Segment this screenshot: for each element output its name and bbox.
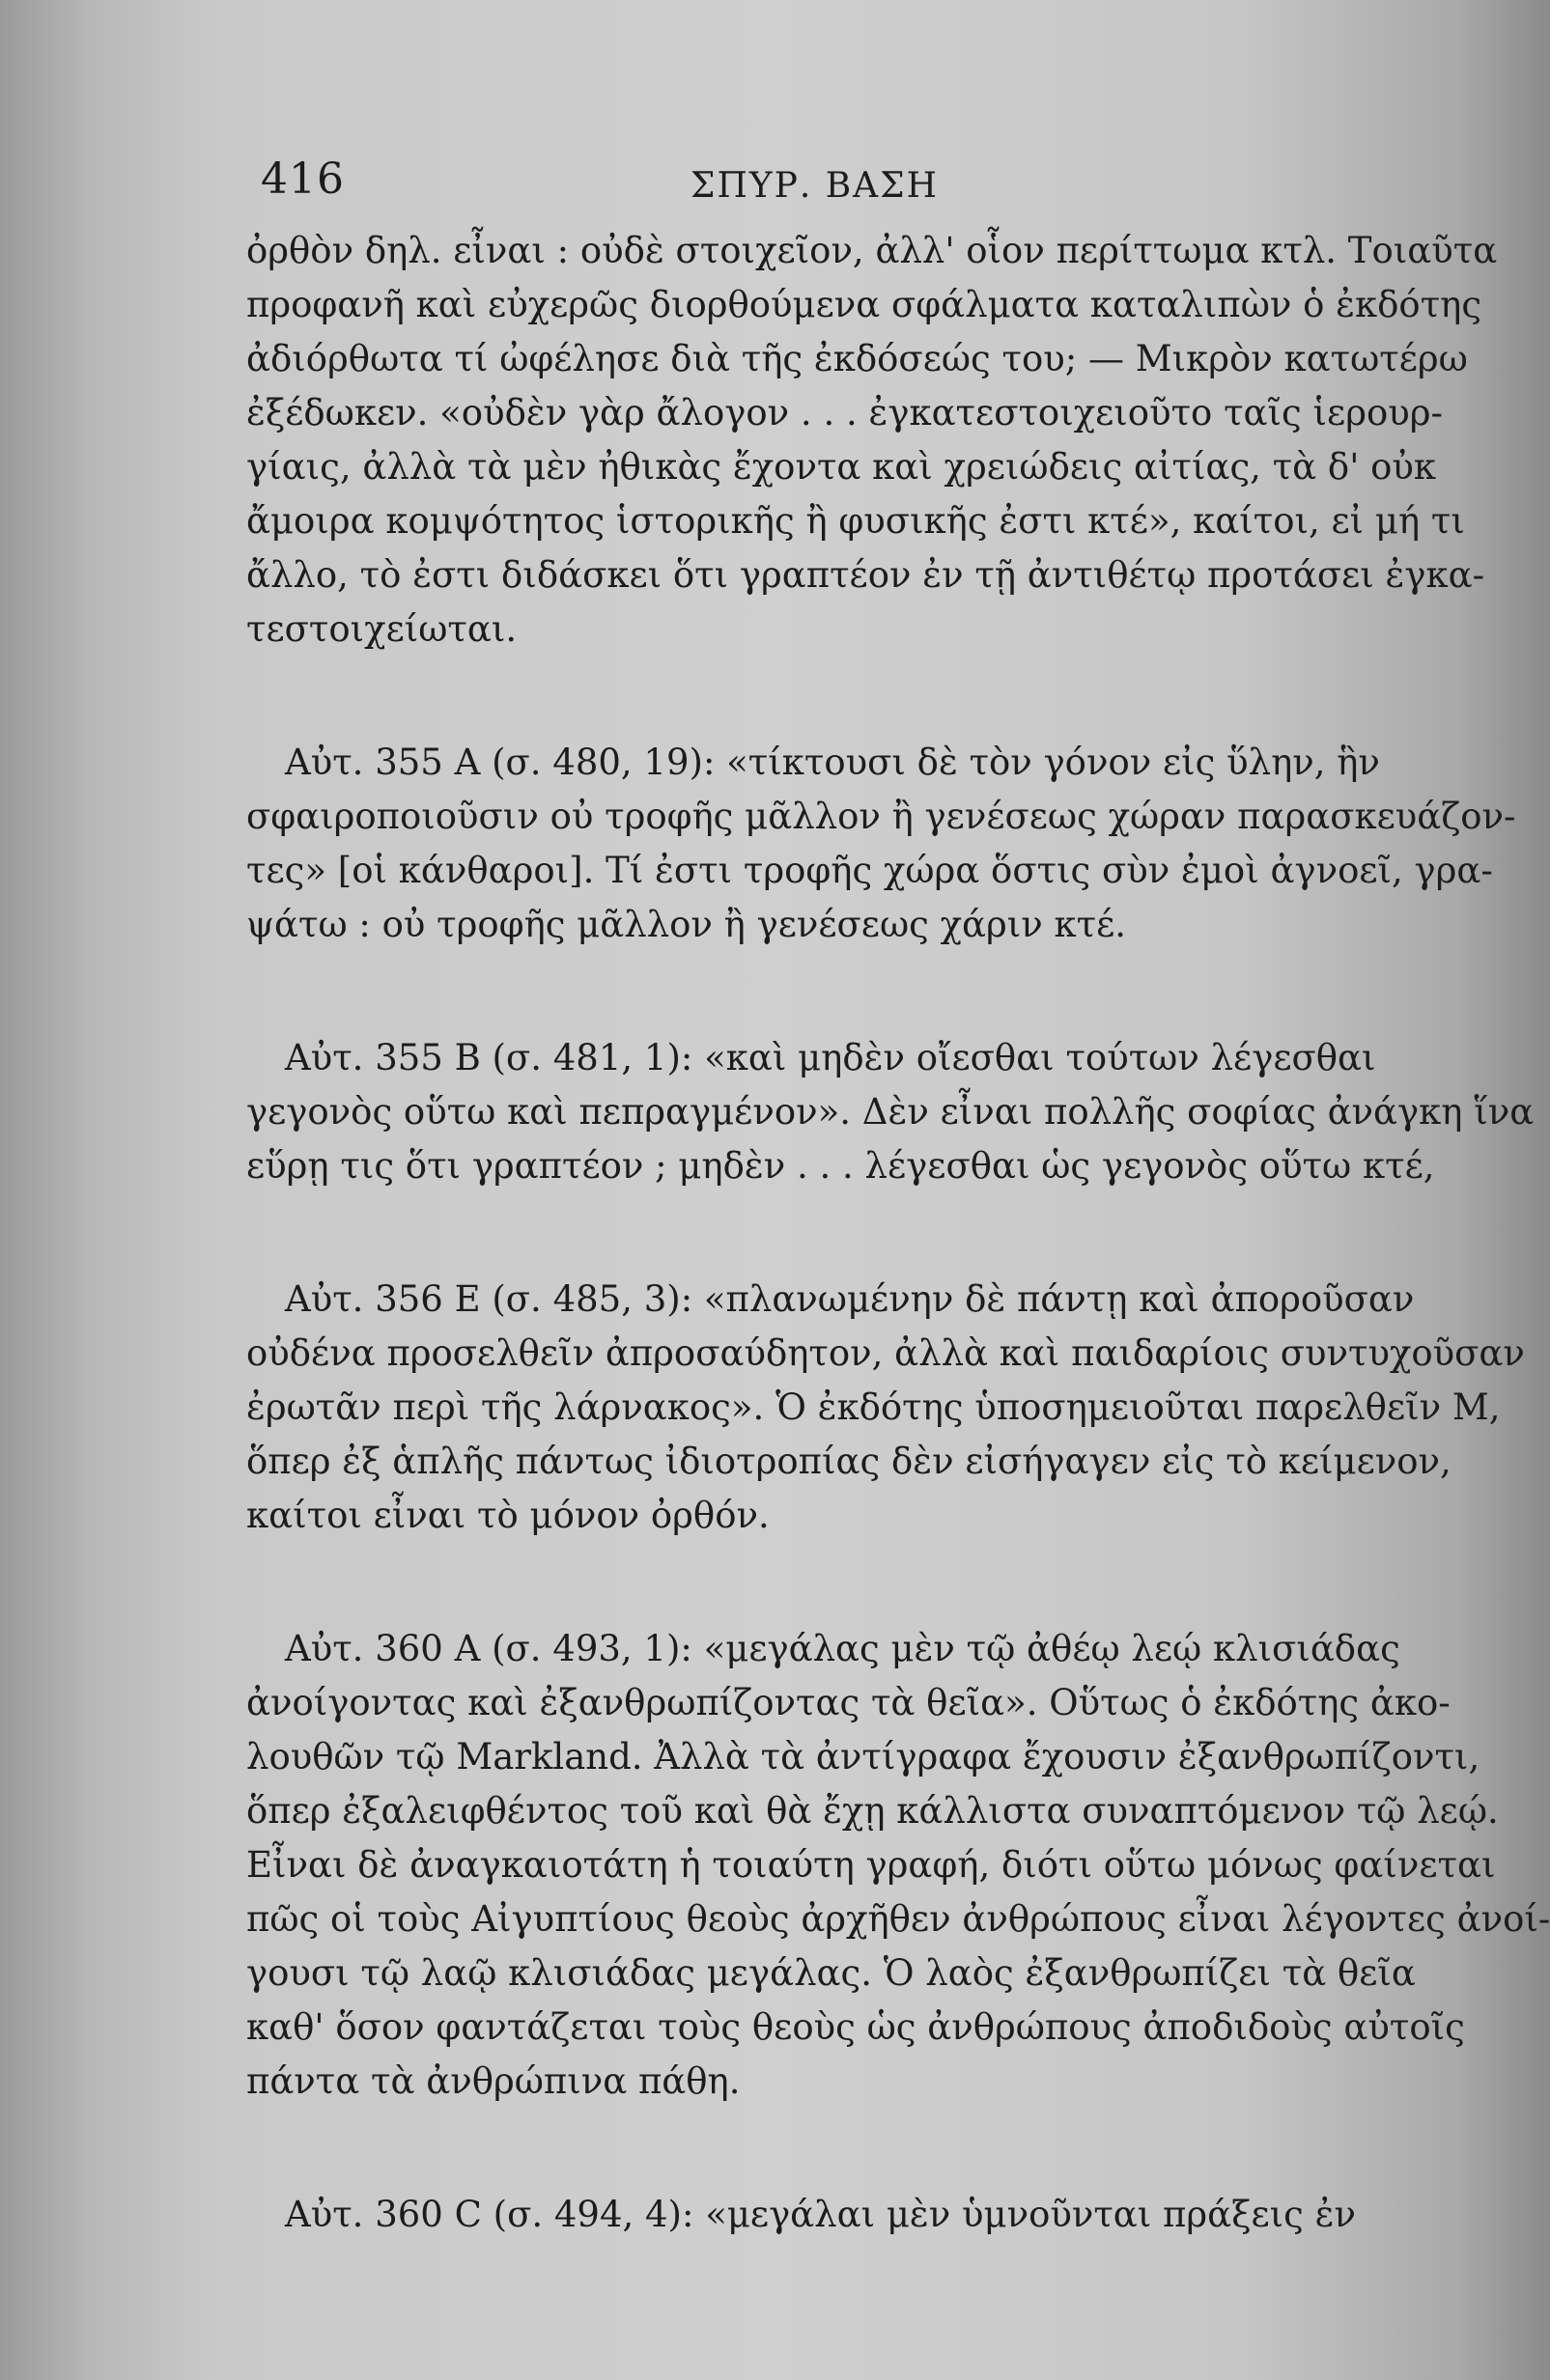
text-line: πάντα τὰ ἀνθρώπινα πάθη. [246, 2060, 741, 2102]
text-line: Αὐτ. 355 B (σ. 481, 1): «καὶ μηδὲν οἴεσθαι τούτων λέγεσθαι [285, 1037, 1376, 1078]
paragraph-2 [246, 736, 1516, 952]
paragraph-4 [246, 1273, 1525, 1543]
running-head: ΣΠΥΡ. ΒΑΣΗ [690, 166, 940, 206]
text-line: σφαιροποιοῦσιν οὐ τροφῆς μᾶλλον ἢ γενέσεως χώραν παρασκευάζον- [246, 796, 1516, 837]
text-line: Αὐτ. 355 A (σ. 480, 19): «τίκτουσι δὲ τὸν γόνον εἰς ὕλην, ἣν [285, 742, 1380, 783]
text-line: ψάτω : οὐ τροφῆς μᾶλλον ἢ γενέσεως χάριν κτέ. [246, 904, 1127, 945]
text-line: τες» [οἱ κάνθαροι]. Τί ἐστι τροφῆς χώρα ὅστις σὺν ἐμοὶ ἀγνοεῖ, γρα- [246, 850, 1493, 891]
text-line: ἀνοίγοντας καὶ ἐξανθρωπίζοντας τὰ θεῖα». Οὕτως ὁ ἐκδότης ἀκο- [246, 1682, 1451, 1723]
page-header [251, 154, 1367, 222]
text-line: ὅπερ ἐξαλειφθέντος τοῦ καὶ θὰ ἔχῃ κάλλιστα συναπτόμενον τῷ λεῴ. [246, 1790, 1499, 1832]
paragraph-5 [246, 1622, 1550, 2109]
paragraph-6 [246, 2188, 1410, 2242]
paragraph-3 [246, 1031, 1535, 1193]
text-line: γεγονὸς οὕτω καὶ πεπραγμένον». Δὲν εἶναι πολλῆς σοφίας ἀνάγκη ἵνα [246, 1091, 1535, 1133]
page-number: 416 [261, 154, 345, 204]
text-line: τεστοιχείωται. [246, 608, 518, 650]
text-line: Αὐτ. 356 E (σ. 485, 3): «πλανωμένην δὲ πάντῃ καὶ ἀποροῦσαν [285, 1278, 1415, 1320]
paragraph-gap [246, 952, 1410, 1031]
text-line: ὀρθὸν δηλ. εἶναι : οὐδὲ στοιχεῖον, ἀλλ' οἷον περίττωμα κτλ. Τοιαῦτα [246, 230, 1498, 271]
text-line: πῶς οἱ τοὺς Αἰγυπτίους θεοὺς ἀρχῆθεν ἀνθρώπους εἶναι λέγοντες ἀνοί- [246, 1898, 1550, 1940]
paragraph-gap [246, 657, 1410, 736]
text-line: ὅπερ ἐξ ἁπλῆς πάντως ἰδιοτροπίας δὲν εἰσήγαγεν εἰς τὸ κείμενον, [246, 1441, 1451, 1482]
text-line: ἄλλο, τὸ ἐστι διδάσκει ὅτι γραπτέον ἐν τῇ ἀντιθέτῳ προτάσει ἐγκα- [246, 554, 1485, 596]
text-line: καθ' ὅσον φαντάζεται τοὺς θεοὺς ὡς ἀνθρώπους ἀποδιδοὺς αὐτοῖς [246, 2006, 1465, 2048]
text-line: Αὐτ. 360 A (σ. 493, 1): «μεγάλας μὲν τῷ ἀθέῳ λεῴ κλισιάδας [285, 1628, 1400, 1669]
text-line: Εἶναι δὲ ἀναγκαιοτάτη ἡ τοιαύτη γραφή, διότι οὕτω μόνως φαίνεται [246, 1844, 1496, 1886]
text-line: γίαις, ἀλλὰ τὰ μὲν ἠθικὰς ἔχοντα καὶ χρειώδεις αἰτίας, τὰ δ' οὐκ [246, 446, 1437, 488]
paragraph-gap [246, 1543, 1410, 1622]
page-body [246, 224, 1550, 2242]
text-line: ἀδιόρθωτα τί ὠφέλησε διὰ τῆς ἐκδόσεώς του; — Μικρὸν κατωτέρω [246, 338, 1468, 379]
text-line: εὕρῃ τις ὅτι γραπτέον ; μηδὲν . . . λέγεσθαι ὡς γεγονὸς οὕτω κτέ, [246, 1145, 1435, 1187]
paragraph-gap [246, 2109, 1410, 2188]
text-line: ἐξέδωκεν. «οὐδὲν γὰρ ἄλογον . . . ἐγκατεστοιχειοῦτο ταῖς ἱερουρ- [246, 392, 1443, 434]
text-line: καίτοι εἶναι τὸ μόνον ὀρθόν. [246, 1495, 770, 1536]
text-line: ἐρωτᾶν περὶ τῆς λάρνακος». Ὁ ἐκδότης ὑποσημειοῦται παρελθεῖν M, [246, 1386, 1501, 1428]
text-line: Αὐτ. 360 C (σ. 494, 4): «μεγάλαι μὲν ὑμνοῦνται πράξεις ἐν [285, 2194, 1356, 2235]
paragraph-gap [246, 1193, 1410, 1273]
text-line: λουθῶν τῷ Markland. Ἀλλὰ τὰ ἀντίγραφα ἔχουσιν ἐξανθρωπίζοντι, [246, 1736, 1480, 1778]
text-line: οὐδένα προσελθεῖν ἀπροσαύδητον, ἀλλὰ καὶ παιδαρίοις συντυχοῦσαν [246, 1332, 1525, 1374]
paragraph-1 [246, 224, 1498, 657]
text-line: ἄμοιρα κομψότητος ἱστορικῆς ἢ φυσικῆς ἐστι κτέ», καίτοι, εἰ μή τι [246, 500, 1465, 542]
text-line: προφανῆ καὶ εὐχερῶς διορθούμενα σφάλματα καταλιπὼν ὁ ἐκδότης [246, 284, 1482, 325]
text-line: γουσι τῷ λαῷ κλισιάδας μεγάλας. Ὁ λαὸς ἐξανθρωπίζει τὰ θεῖα [246, 1952, 1416, 1994]
